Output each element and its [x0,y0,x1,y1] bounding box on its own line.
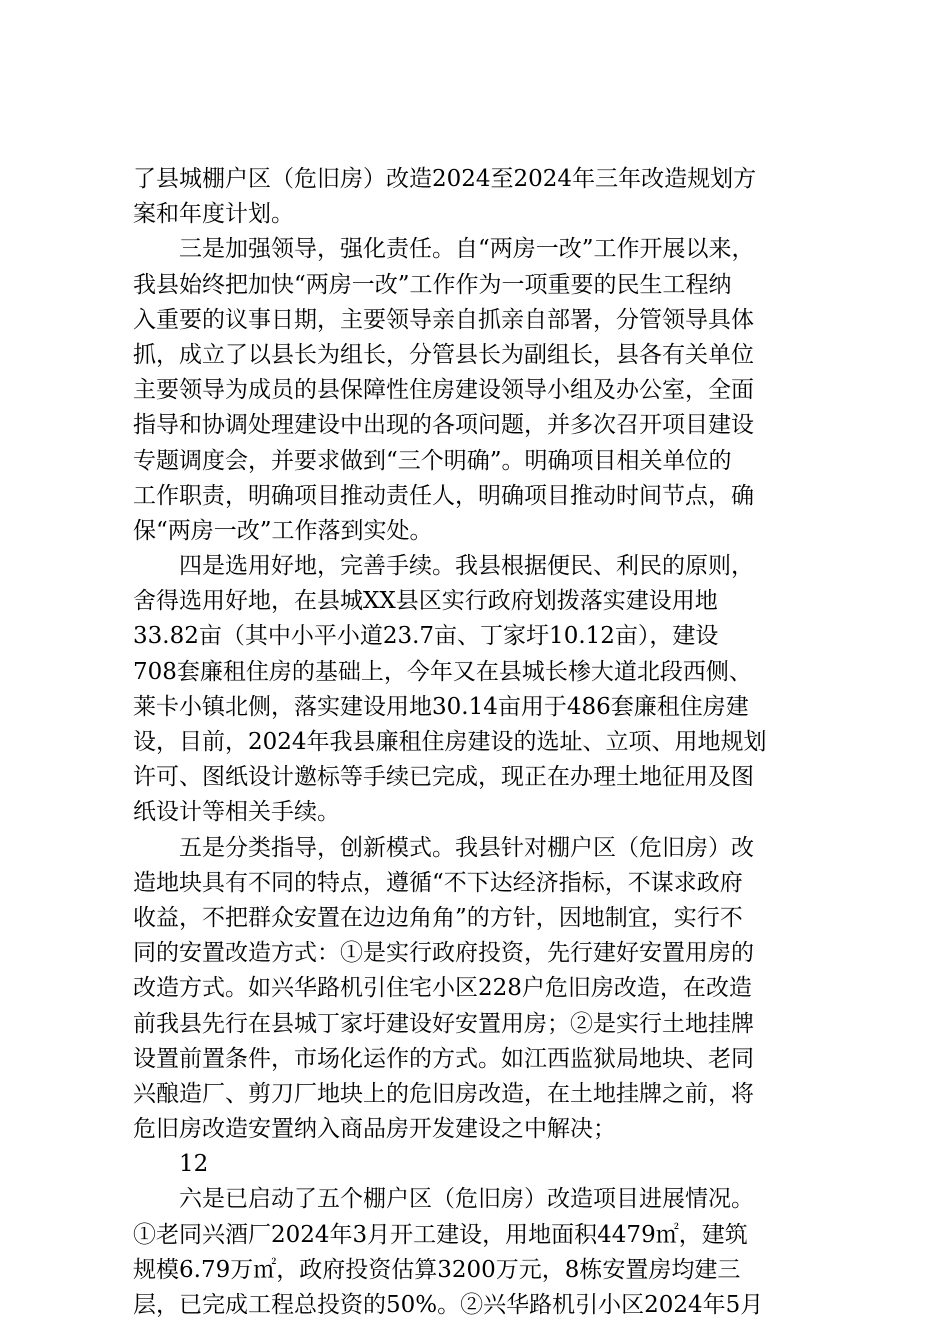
text-line: 保“两房一改”工作落到实处。 [133,517,433,544]
document-body [133,162,823,1323]
text-line: 许可、图纸设计邀标等手续已完成，现正在办理土地征用及图 [133,764,754,791]
text-line: 设，目前，2024年我县廉租住房建设的选址、立项、用地规划 [133,729,767,755]
text-line: 纸设计等相关手续。 [133,799,340,826]
text-line: 专题调度会，并要求做到“三个明确”。明确项目相关单位的 [133,447,732,474]
text-line: 莱卡小镇北侧，落实建设用地30.14亩用于486套廉租住房建 [133,693,749,720]
text-line: 层，已完成工程总投资的50%。②兴华路机引小区2024年5月 [133,1292,764,1318]
text-line: 同的安置改造方式：①是实行政府投资，先行建好安置用房的 [133,940,754,967]
text-line: 我县始终把加快“两房一改”工作作为一项重要的民生工程纳 [133,271,732,298]
text-line: 指导和协调处理建设中出现的各项问题，并多次召开项目建设 [133,412,754,439]
text-line: 兴酿造厂、剪刀厂地块上的危旧房改造，在土地挂牌之前，将 [133,1080,754,1107]
text-line: 708套廉租住房的基础上，今年又在县城长椮大道北段西侧、 [133,658,752,685]
text-line: 主要领导为成员的县保障性住房建设领导小组及办公室，全面 [133,377,754,404]
text-line: 设置前置条件，市场化运作的方式。如江西监狱局地块、老同 [133,1045,754,1072]
paragraph-heading-5: 五是分类指导，创新模式。我县针对棚户区（危旧房）改 [179,834,754,861]
text-line: 抓，成立了以县长为组长，分管县长为副组长，县各有关单位 [133,341,754,368]
text-line: 规模6.79万㎡，政府投资估算3200万元，8栋安置房均建三 [133,1256,741,1283]
text-line: 舍得选用好地，在县城XX县区实行政府划拨落实建设用地 [133,588,718,615]
text-line: 入重要的议事日期，主要领导亲自抓亲自部署，分管领导具体 [133,306,754,333]
text-line: 了县城棚户区（危旧房）改造2024至2024年三年改造规划方 [133,166,757,192]
text-line: 危旧房改造安置纳入商品房开发建设之中解决； [133,1116,616,1143]
text-line: 案和年度计划。 [133,201,294,228]
paragraph-heading-3: 三是加强领导，强化责任。自“两房一改”工作开展以来， [179,236,755,263]
text-line: ①老同兴酒厂2024年3月开工建设，用地面积4479㎡，建筑 [133,1221,748,1248]
text-line: 工作职责，明确项目推动责任人，明确项目推动时间节点，确 [133,482,754,509]
text-line: 收益，不把群众安置在边边角角”的方针，因地制宜，实行不 [133,904,743,931]
paragraph-heading-6: 六是已启动了五个棚户区（危旧房）改造项目进展情况。 [179,1186,754,1213]
text-line: 前我县先行在县城丁家圩建设好安置用房；②是实行土地挂牌 [133,1010,754,1037]
page-number: 12 [179,1151,209,1178]
text-line: 33.82亩（其中小平小道23.7亩、丁家圩10.12亩），建设 [133,623,719,650]
text-line: 造地块具有不同的特点，遵循“不下达经济指标，不谋求政府 [133,869,743,896]
text-line: 改造方式。如兴华路机引住宅小区228户危旧房改造，在改造 [133,975,752,1002]
paragraph-heading-4: 四是选用好地，完善手续。我县根据便民、利民的原则， [179,553,754,580]
